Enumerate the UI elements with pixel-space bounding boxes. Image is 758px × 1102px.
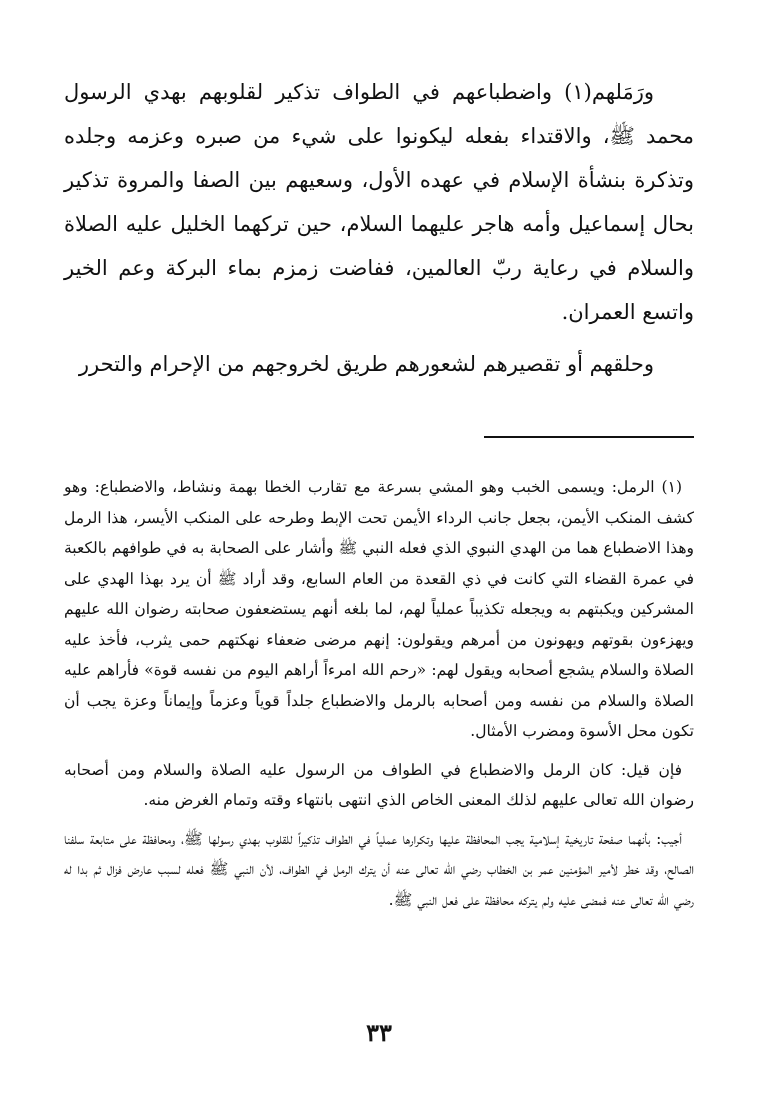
main-paragraph: ورَمَلهم(١) واضطباعهم في الطواف تذكير لقلوبهم بهدي الرسول محمد ﷺ، والاقتداء بفعله ليكونوا على شيء من صبره وعزمه وجلده وتذكرة بنشأة الإسلام في عهده الأول، وسعيهم بين الصفا والمروة تذكير بحال إسماعيل وأمه هاجر عليهما السلام، حين تركهما الخليل عليه الصلاة والسلام في رعاية ربّ العالمين، ففاضت زمزم بماء البركة وعم الخير واتسع العمران.	[64, 80, 694, 324]
footnote-paragraph: (١) الرمل: ويسمى الخبب وهو المشي بسرعة مع تقارب الخطا بهمة ونشاط، والاضطباع: وهو كشف المنكب الأيمن، بجعل جانب الرداء الأيمن تحت الإبط وطرحه على المنكب الأيسر، هذا الرمل وهذا الاضطباع هما من الهدي النبوي الذي فعله النبي ﷺ وأشار على الصحابة به في طوافهم بالكعبة في عمرة القضاء التي كانت في ذي القعدة من العام السابع، وقد أراد ﷺ أن يرد بهذا الهدي على المشركين ويكبتهم به ويجعله تكذيباً عملياً لهم، لما بلغه أنهم يستضعفون صحابته رضوان الله عليهم ويهزءون بقوتهم ويهونون من أمرهم ويقولون: إنهم مرضى ضعفاء نهكتهم حمى يثرب، فأخذ عليه الصلاة والسلام يشجع أصحابه ويقول لهم: «رحم الله امرءاً أراهم اليوم من نفسه قوة» فأراهم عليه الصلاة والسلام من نفسه ومن أصحابه بالرمل والاضطباع جلداً قوياً وعزماً وإيماناً وعزة يجب أن تكون محل الأسوة ومضرب الأمثال.	[64, 478, 694, 740]
main-text-block	[64, 70, 694, 386]
page-number: ٣٣	[366, 1018, 392, 1047]
footnote-separator-wrap	[64, 386, 694, 472]
footnotes-block	[64, 472, 694, 915]
book-page	[64, 70, 694, 1102]
footnote-separator	[484, 436, 694, 438]
footnote-paragraph: فإن قيل: كان الرمل والاضطباع في الطواف من الرسول عليه الصلاة والسلام ومن أصحابه رضوان الله تعالى عليهم لذلك المعنى الخاص الذي انتهى بانتهاء وقته وتمام الغرض منه.	[64, 760, 694, 809]
main-paragraph: وحلقهم أو تقصيرهم لشعورهم طريق لخروجهم من الإحرام والتحرر	[78, 352, 654, 376]
footnote-paragraph: أجيب: بأنهما صفحة تاريخية إسلامية يجب المحافظة عليها وتكرارها عملياً في الطواف تذكيراً للقلوب بهدي رسولها ﷺ، ومحافظة على متابعة سلفنا الصالح، وقد خطر لأمير المؤمنين عمر بن الخطاب رضي الله تعالى عنه أن يترك الرمل في الطواف، لأن النبي ﷺ فعله لسبب عارض فزال ثم بدا له رضي الله تعالى عنه فمضى عليه ولم يتركه محافظة على فعل النبي ﷺ.	[64, 829, 694, 909]
